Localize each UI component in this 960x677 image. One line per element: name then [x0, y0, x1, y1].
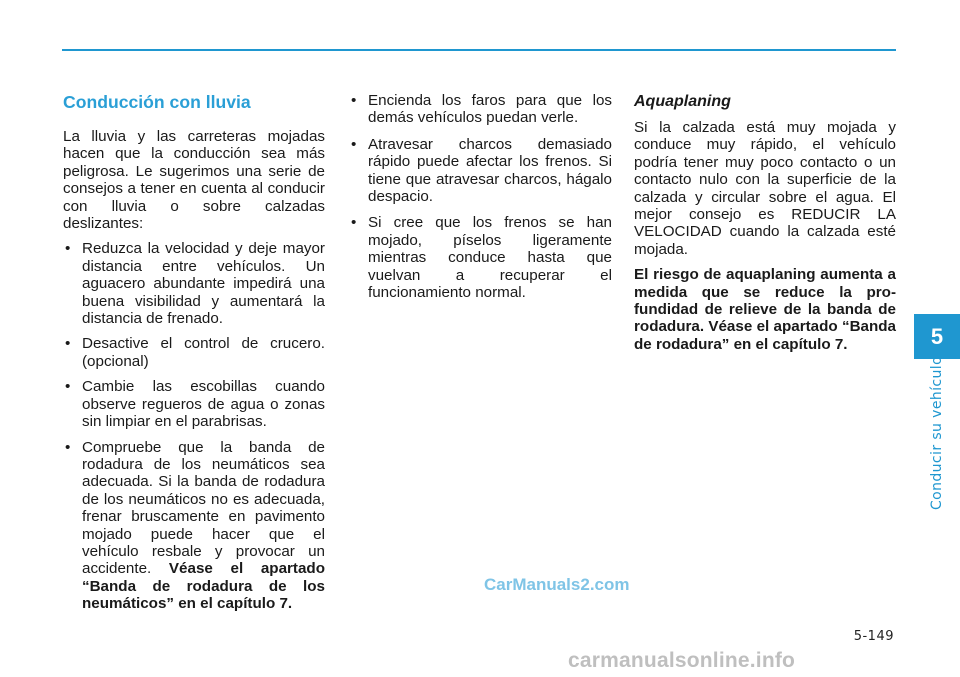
bullet-icon: •	[65, 438, 71, 456]
intro-paragraph: La lluvia y las carreteras mojadas hacen que la conducción sea más peligrosa. Le sugerimos una serie de consejos a tener en cuenta al conducir con lluvia o sobre calzadas deslizantes:	[63, 128, 325, 233]
page-number: 5-149	[853, 629, 894, 644]
section-title: Conducción con lluvia	[63, 92, 251, 112]
watermark-bottom[interactable]: carmanualsonline.info	[568, 649, 796, 672]
watermark-top[interactable]: CarManuals2.com	[484, 575, 630, 594]
list-item: • Desactive el control de crucero. (opcional)	[65, 335, 325, 370]
aquaplaning-body: Si la calzada está muy mojada y conduce muy rápido, el vehículo podría tener muy poco contacto o un contacto nulo con la superficie de la calzada y circular sobre el agua. El mejor consejo es REDUCIR LA VELOCIDAD cuando la calzada esté mojada.	[634, 119, 896, 258]
bullet-icon: •	[65, 240, 71, 258]
chapter-label: Conducir su vehículo	[929, 355, 945, 511]
bullet-icon: •	[351, 214, 357, 232]
bullet-icon: •	[65, 378, 71, 396]
aquaplaning-warning: El riesgo de aquaplaning aumenta a medida que se reduce la profundidad de relieve de la banda de rodadura. Véase el apartado “Banda de rodadura” en el capítulo 7.	[634, 266, 896, 353]
bullet-icon: •	[351, 135, 357, 153]
column-left	[63, 92, 325, 621]
list-item: • Compruebe que la banda de rodadura de los neumáticos sea adecuada. Si la banda de rodadura de los neumáticos no es adecuada, frenar bruscamente en pavimento mojado puede hacer que el vehículo resbale y provocar un accidente. Véase el apartado “Banda de rodadura de los neumáticos” en el capítulo 7.	[65, 438, 325, 613]
list-item: • Cambie las escobillas cuando observe regueros de agua o zonas sin limpiar en el parabrisas.	[65, 378, 325, 431]
list-item: • Encienda los faros para que los demás vehículos puedan verle.	[351, 92, 612, 127]
bullet-icon: •	[65, 335, 71, 353]
aquaplaning-title: Aquaplaning	[634, 93, 731, 110]
column-middle	[349, 92, 612, 310]
chapter-tab: 5	[914, 314, 960, 359]
tips-list-right	[349, 92, 612, 301]
list-item: • Si cree que los frenos se han mojado, píselos ligeramente mientras conduce hasta que vuelvan a recuperar el funcionamiento normal.	[351, 214, 612, 302]
cross-reference: Véase el apartado “Banda de rodadura de los neumáticos” en el capítulo 7.	[82, 560, 325, 613]
list-item: • Atravesar charcos demasiado rápido puede afectar los frenos. Si tiene que atravesar charcos, hágalo despacio.	[351, 135, 612, 206]
list-item: • Reduzca la velocidad y deje mayor distancia entre vehículos. Un aguacero abundante impedirá una buena visibilidad y aumentará la distancia de frenado.	[65, 240, 325, 328]
tips-list-left	[63, 240, 325, 612]
header-rule	[62, 49, 896, 51]
column-right	[634, 92, 896, 361]
bullet-icon: •	[351, 92, 357, 109]
